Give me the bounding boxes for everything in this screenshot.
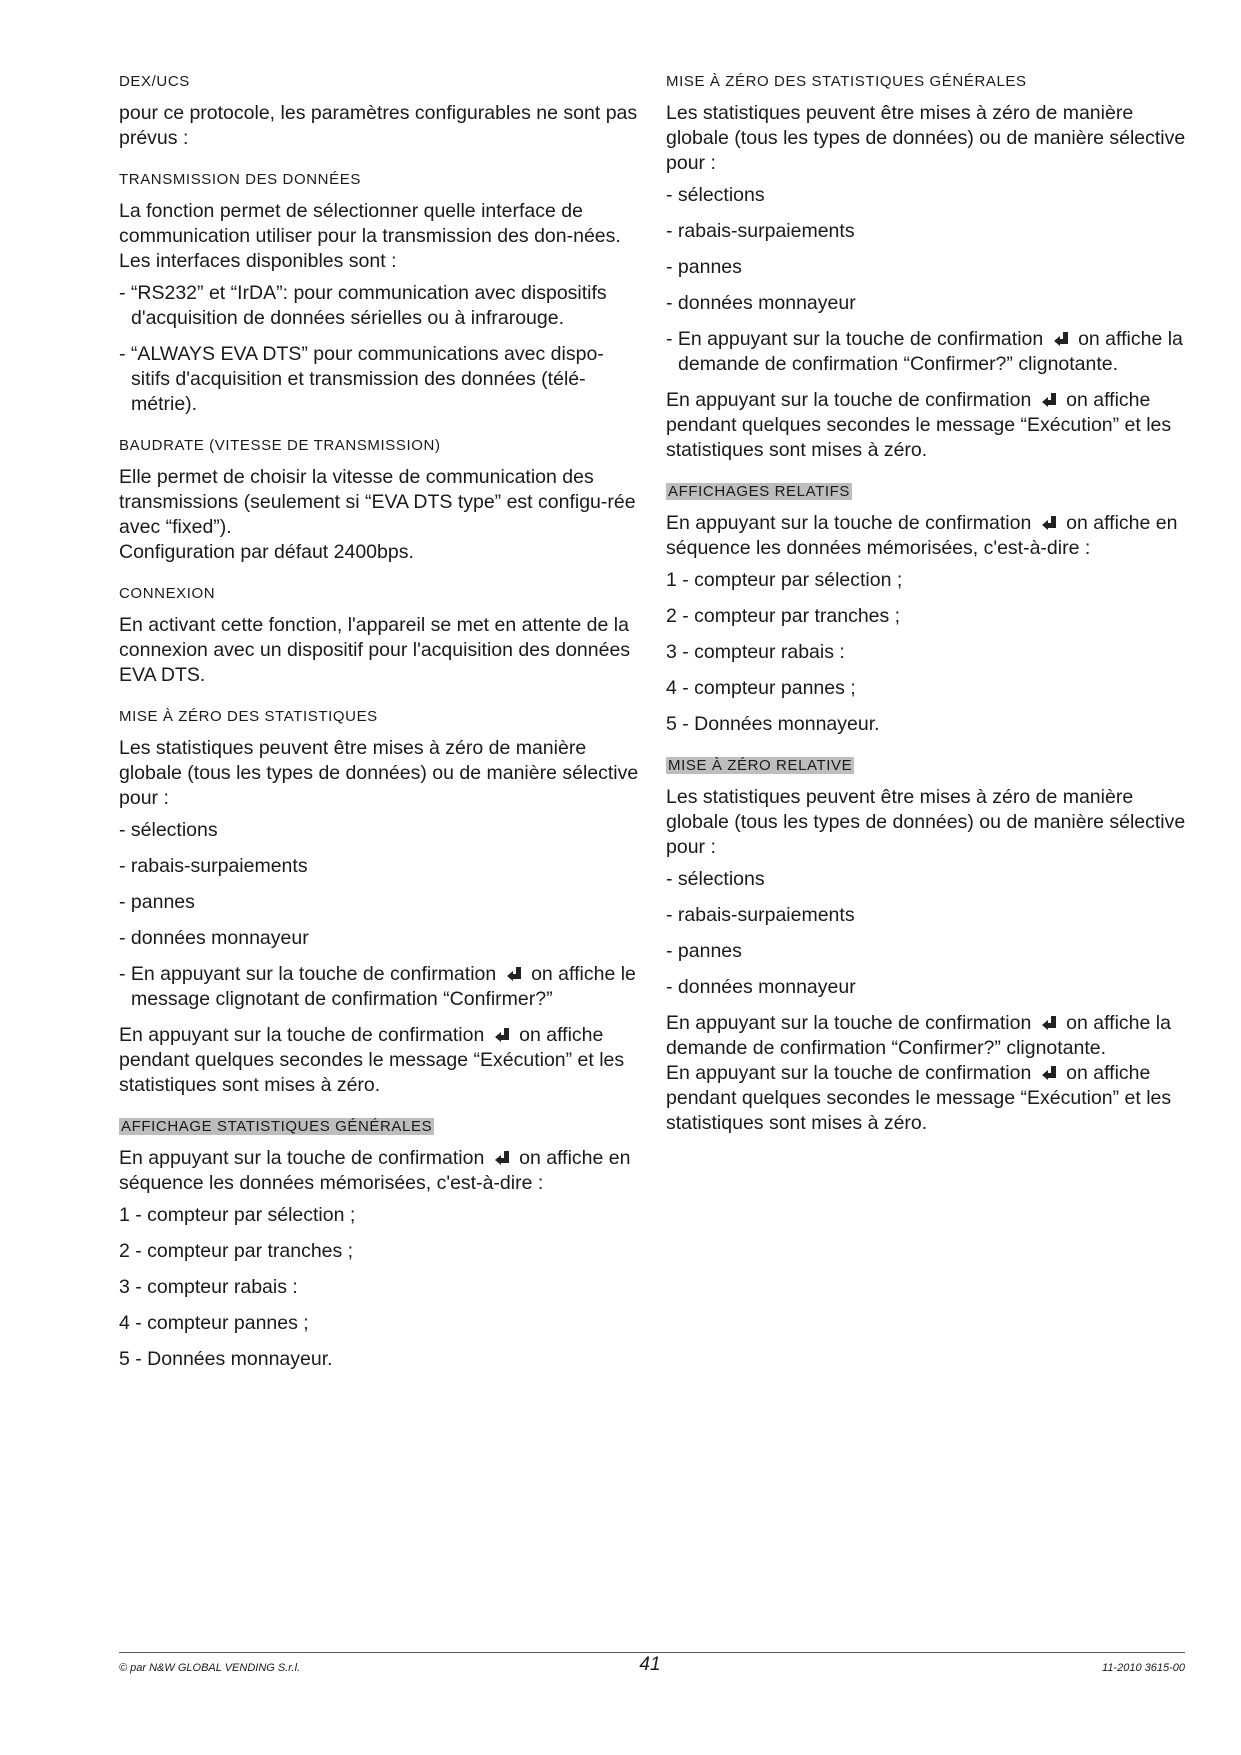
list-item: - “RS232” et “IrDA”: pour communication avec dispositifs d'acquisition de données sérielles ou à infrarouge. — [119, 282, 607, 329]
confirm-text-b: on affiche la demande de confirmation “Confirmer?” clignotante. — [666, 1012, 1171, 1059]
enter-key-icon — [1041, 1065, 1057, 1081]
connexion-text: En activant cette fonction, l'appareil se met en attente de la connexion avec un dispositif pour l'acquisition des données EVA DTS. — [119, 614, 631, 686]
heading-mise-a-zero-generales: MISE À ZÉRO DES STATISTIQUES GÉNÉRALES — [666, 73, 1027, 90]
baudrate-default: Configuration par défaut 2400bps. — [119, 541, 414, 563]
heading-baudrate: BAUDRATE (VITESSE DE TRANSMISSION) — [119, 437, 441, 454]
baudrate-text: Elle permet de choisir la vitesse de communication des transmissions (seulement si “EVA DTS type” est configu-rée avec “fixed”). — [119, 466, 636, 538]
list-item: - “ALWAYS EVA DTS” pour communications avec dispo-sitifs d'acquisition et transmission des données (télé-métrie). — [119, 343, 604, 415]
list-item: 4 - compteur pannes ; — [666, 677, 856, 699]
list-item: 3 - compteur rabais : — [119, 1276, 298, 1298]
exec-text-a: En appuyant sur la touche de confirmation — [666, 389, 1032, 411]
list-item: - rabais-surpaiements — [666, 904, 855, 926]
list-item: 1 - compteur par sélection ; — [119, 1204, 356, 1226]
transmission-text: La fonction permet de sélectionner quelle interface de communication utiliser pour la transmission des don-nées. Les interfaces disponibles sont : — [119, 200, 621, 272]
list-item: 5 - Données monnayeur. — [666, 713, 880, 735]
heading-affichages-relatifs: AFFICHAGES RELATIFS — [668, 483, 850, 500]
affichage-paragraph — [119, 1146, 641, 1196]
affichages-text-b: on affiche en séquence les données mémorisées, c'est-à-dire : — [666, 512, 1178, 559]
heading-transmission: TRANSMISSION DES DONNÉES — [119, 171, 361, 188]
enter-key-icon — [1041, 1015, 1057, 1031]
enter-key-icon — [1041, 515, 1057, 531]
confirm-paragraph — [666, 1011, 1196, 1061]
mise-text: Les statistiques peuvent être mises à zéro de manière globale (tous les types de données) ou de manière sélective pour : — [119, 737, 639, 809]
list-item: - sélections — [666, 184, 765, 206]
list-item: 4 - compteur pannes ; — [119, 1312, 309, 1334]
exec-text-b: on affiche pendant quelques secondes le message “Exécution” et les statistiques sont mises à zéro. — [666, 1062, 1172, 1134]
heading-connexion: CONNEXION — [119, 585, 216, 602]
mise-rel-text: Les statistiques peuvent être mises à zéro de manière globale (tous les types de données) ou de manière sélective pour : — [666, 786, 1186, 858]
enter-key-icon — [494, 1150, 510, 1166]
exec-paragraph — [666, 1061, 1196, 1136]
enter-key-icon — [1053, 331, 1069, 347]
confirm-text-b: on affiche le message clignotant de confirmation “Confirmer?” — [131, 963, 636, 1010]
list-item: 2 - compteur par tranches ; — [119, 1240, 354, 1262]
heading-mise-a-zero-relative: MISE À ZÉRO RELATIVE — [668, 757, 853, 774]
exec-text-b: on affiche pendant quelques secondes le message “Exécution” et les statistiques sont mises à zéro. — [666, 389, 1172, 461]
confirm-paragraph — [666, 327, 1196, 377]
footer-copyright: © par N&W GLOBAL VENDING S.r.l. — [119, 1662, 301, 1674]
heading-affichage-statistiques: AFFICHAGE STATISTIQUES GÉNÉRALES — [121, 1118, 433, 1135]
footer-divider — [119, 1652, 1185, 1653]
list-item: - sélections — [666, 868, 765, 890]
list-item: 1 - compteur par sélection ; — [666, 569, 903, 591]
list-item: 5 - Données monnayeur. — [119, 1348, 333, 1370]
list-item: - pannes — [119, 891, 195, 913]
exec-paragraph — [666, 388, 1196, 463]
left-column — [119, 70, 641, 1383]
affichages-text-a: En appuyant sur la touche de confirmation — [666, 512, 1032, 534]
list-item: - sélections — [119, 819, 218, 841]
list-item: - rabais-surpaiements — [666, 220, 855, 242]
exec-text-b: on affiche pendant quelques secondes le message “Exécution” et les statistiques sont mises à zéro. — [119, 1024, 625, 1096]
exec-paragraph — [119, 1023, 641, 1098]
right-column — [666, 70, 1196, 1143]
confirm-text-b: on affiche la demande de confirmation “Confirmer?” clignotante. — [678, 328, 1183, 375]
confirm-text-a: En appuyant sur la touche de confirmation — [666, 1012, 1032, 1034]
enter-key-icon — [506, 966, 522, 982]
heading-dex-ucs: DEX/UCS — [119, 73, 190, 90]
list-item: - rabais-surpaiements — [119, 855, 308, 877]
list-item: 3 - compteur rabais : — [666, 641, 845, 663]
list-item: 2 - compteur par tranches ; — [666, 605, 901, 627]
affichage-text-b: on affiche en séquence les données mémorisées, c'est-à-dire : — [119, 1147, 631, 1194]
footer-doc-code: 11-2010 3615-00 — [1102, 1662, 1185, 1674]
confirm-text-a: - En appuyant sur la touche de confirmation — [666, 328, 1044, 350]
page-number: 41 — [639, 1654, 661, 1675]
affichage-text-a: En appuyant sur la touche de confirmation — [119, 1147, 485, 1169]
list-item: - pannes — [666, 940, 742, 962]
enter-key-icon — [1041, 392, 1057, 408]
heading-mise-a-zero: MISE À ZÉRO DES STATISTIQUES — [119, 708, 378, 725]
list-item: - données monnayeur — [119, 927, 309, 949]
list-item: - pannes — [666, 256, 742, 278]
exec-text-a: En appuyant sur la touche de confirmation — [119, 1024, 485, 1046]
dex-text: pour ce protocole, les paramètres configurables ne sont pas prévus : — [119, 102, 638, 149]
list-item: - données monnayeur — [666, 292, 856, 314]
mise-gen-text: Les statistiques peuvent être mises à zéro de manière globale (tous les types de données) ou de manière sélective pour : — [666, 102, 1186, 174]
confirm-paragraph — [119, 962, 641, 1012]
exec-text-a: En appuyant sur la touche de confirmation — [666, 1062, 1032, 1084]
enter-key-icon — [494, 1027, 510, 1043]
list-item: - données monnayeur — [666, 976, 856, 998]
confirm-text-a: - En appuyant sur la touche de confirmation — [119, 963, 497, 985]
affichages-paragraph — [666, 511, 1196, 561]
